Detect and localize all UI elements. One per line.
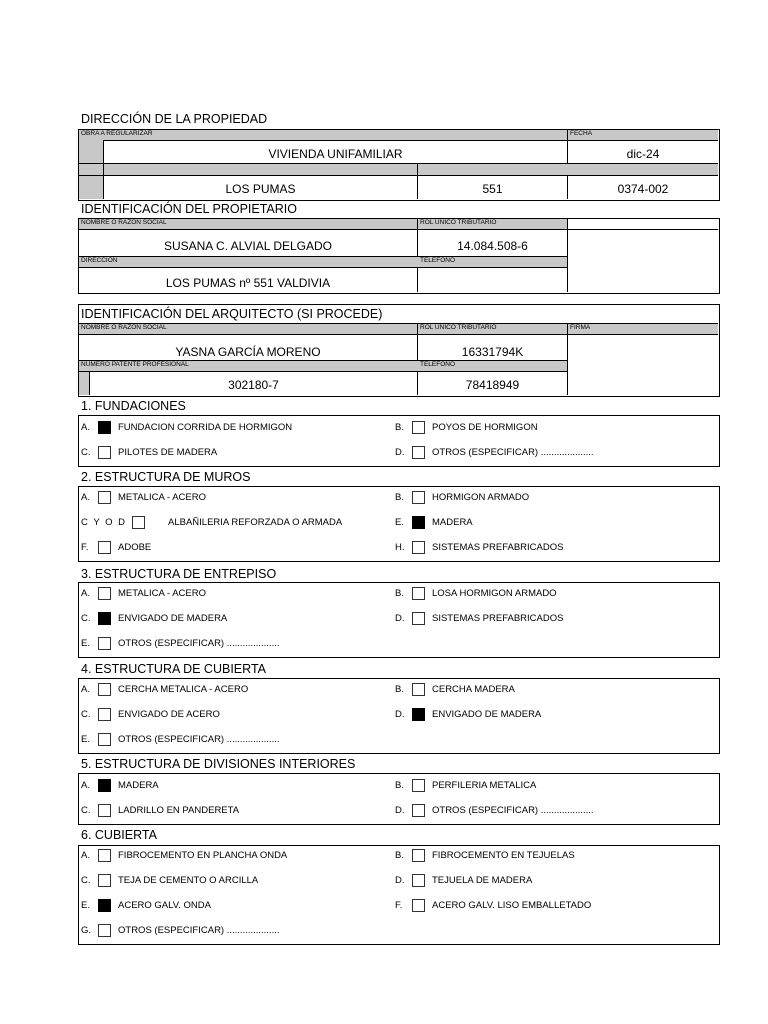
checkbox-s6-5[interactable] [412,899,425,912]
checkbox-s3-4[interactable] [98,637,111,650]
fecha-value: dic-24 [626,147,660,161]
option-letter: D. [395,709,405,720]
option-letter: E. [395,517,404,528]
option-letter: D. [395,613,405,624]
checkbox-s6-1[interactable] [412,849,425,862]
checkbox-s4-1[interactable] [412,683,425,696]
checkbox-s4-3[interactable] [412,708,425,721]
checkbox-s2-2[interactable] [132,516,145,529]
option-label: HORMIGON ARMADO [432,492,530,503]
option-letter: D. [395,447,405,458]
option-label: ALBAÑILERIA REFORZADA O ARMADA [168,517,343,528]
owner-address: LOS PUMAS nº 551 VALDIVIA [165,276,331,290]
architect-name: YASNA GARCÍA MORENO [175,345,321,359]
checkbox-s6-4[interactable] [98,899,111,912]
option-label: CERCHA METALICA - ACERO [118,684,249,695]
checkbox-s6-0[interactable] [98,849,111,862]
option-letter: B. [395,422,404,433]
option-label: MADERA [118,780,159,791]
option-letter: B. [395,684,404,695]
option-letter: G. [81,925,92,936]
option-label: PERFILERIA METALICA [432,780,537,791]
checkbox-s1-1[interactable] [412,421,425,434]
obra-label: OBRA A REGULARIZAR [81,130,153,137]
street-value: LOS PUMAS [225,182,296,196]
option-label: ENVIGADO DE MADERA [432,709,542,720]
patent-label: NUMERO PATENTE PROFESIONAL [81,361,189,368]
checkbox-s1-2[interactable] [98,446,111,459]
rol-value: 0374-002 [617,182,669,196]
option-label: SISTEMAS PREFABRICADOS [432,542,564,553]
option-letter: C. [81,805,91,816]
option-label: ADOBE [118,542,152,553]
option-letter: C. [81,709,91,720]
option-letter: B. [395,850,404,861]
option-letter: E. [81,900,90,911]
checkbox-s5-0[interactable] [98,779,111,792]
option-label: METALICA - ACERO [118,492,206,503]
checkbox-s2-1[interactable] [412,491,425,504]
property-table [78,129,720,201]
checkbox-s5-1[interactable] [412,779,425,792]
section-title-s1: 1. FUNDACIONES [81,399,186,413]
option-letter: A. [81,780,90,791]
section-title-s6: 6. CUBIERTA [81,828,157,842]
option-letter: D. [395,805,405,816]
checkbox-s3-3[interactable] [412,612,425,625]
signature-label: FIRMA [570,324,591,331]
option-label: MADERA [432,517,473,528]
fecha-label: FECHA [570,130,593,137]
option-label: ACERO GALV. LISO EMBALLETADO [432,900,592,911]
section-title-s2: 2. ESTRUCTURA DE MUROS [81,470,251,484]
option-label: OTROS (ESPECIFICAR) .................... [118,638,280,649]
option-label: OTROS (ESPECIFICAR) .................... [432,805,594,816]
checkbox-s3-2[interactable] [98,612,111,625]
architect-heading: IDENTIFICACIÓN DEL ARQUITECTO (SI PROCEDE) [81,307,383,321]
owner-rut-label: ROL ÚNICO TRIBUTARIO [420,219,497,226]
option-label: FIBROCEMENTO EN PLANCHA ONDA [118,850,288,861]
option-label: LOSA HORMIGON ARMADO [432,588,557,599]
option-letter: E. [81,734,90,745]
owner-table [78,218,720,294]
checkbox-s2-5[interactable] [412,541,425,554]
option-label: LADRILLO EN PANDERETA [118,805,240,816]
architect-table [78,304,720,397]
option-label: METALICA - ACERO [118,588,206,599]
owner-name: SUSANA C. ALVIAL DELGADO [163,239,333,253]
option-letter: A. [81,850,90,861]
owner-rut: 14.084.508-6 [457,239,528,253]
option-label: PILOTES DE MADERA [118,447,218,458]
option-letter: F. [395,900,403,911]
obra-value: VIVIENDA UNIFAMILIAR [268,147,403,161]
checkbox-s5-3[interactable] [412,804,425,817]
checkbox-s4-2[interactable] [98,708,111,721]
property-heading: DIRECCIÓN DE LA PROPIEDAD [81,112,268,126]
option-label: OTROS (ESPECIFICAR) .................... [432,447,594,458]
owner-phone-label: TELEFONO [420,257,456,264]
checkbox-s6-3[interactable] [412,874,425,887]
option-label: CERCHA MADERA [432,684,515,695]
checkbox-s2-0[interactable] [98,491,111,504]
section-title-s3: 3. ESTRUCTURA DE ENTREPISO [81,567,277,581]
checkbox-s4-4[interactable] [98,733,111,746]
checkbox-s6-2[interactable] [98,874,111,887]
option-letter: C Y O D [81,517,127,528]
checkbox-s3-1[interactable] [412,587,425,600]
option-letter: A. [81,422,90,433]
option-letter: A. [81,492,90,503]
option-label: FUNDACION CORRIDA DE HORMIGON [118,422,293,433]
architect-rut-label: ROL ÚNICO TRIBUTARIO [420,324,497,331]
architect-rut: 16331794K [461,345,524,359]
checkbox-s1-0[interactable] [98,421,111,434]
option-letter: C. [81,613,91,624]
option-label: OTROS (ESPECIFICAR) .................... [118,734,280,745]
checkbox-s6-6[interactable] [98,924,111,937]
number-value: 551 [482,182,503,196]
option-label: FIBROCEMENTO EN TEJUELAS [432,850,575,861]
checkbox-s4-0[interactable] [98,683,111,696]
section-title-s4: 4. ESTRUCTURA DE CUBIERTA [81,662,266,676]
option-label: ENVIGADO DE MADERA [118,613,228,624]
option-letter: B. [395,492,404,503]
option-label: POYOS DE HORMIGON [432,422,538,433]
option-letter: A. [81,684,90,695]
option-label: ENVIGADO DE ACERO [118,709,220,720]
checkbox-s3-0[interactable] [98,587,111,600]
section-title-s5: 5. ESTRUCTURA DE DIVISIONES INTERIORES [81,757,356,771]
option-label: ACERO GALV. ONDA [118,900,211,911]
owner-name-label: NOMBRE O RAZÓN SOCIAL [81,219,167,226]
option-label: SISTEMAS PREFABRICADOS [432,613,564,624]
checkbox-s5-2[interactable] [98,804,111,817]
owner-heading: IDENTIFICACIÓN DEL PROPIETARIO [81,202,297,216]
option-letter: E. [81,638,90,649]
architect-name-label: NOMBRE O RAZÓN SOCIAL [81,324,167,331]
checkbox-s1-3[interactable] [412,446,425,459]
checkbox-s2-3[interactable] [412,516,425,529]
architect-phone-label: TELEFONO [420,361,456,368]
architect-phone: 78418949 [465,378,520,392]
option-letter: D. [395,875,405,886]
option-letter: B. [395,780,404,791]
option-letter: A. [81,588,90,599]
option-letter: C. [81,875,91,886]
option-letter: C. [81,447,91,458]
option-label: TEJUELA DE MADERA [432,875,533,886]
option-label: TEJA DE CEMENTO O ARCILLA [118,875,259,886]
patent-value: 302180-7 [228,378,279,392]
option-label: OTROS (ESPECIFICAR) .................... [118,925,280,936]
option-letter: F. [81,542,89,553]
option-letter: H. [395,542,405,553]
checkbox-s2-4[interactable] [98,541,111,554]
option-letter: B. [395,588,404,599]
owner-address-label: DIRECCION [81,257,118,264]
